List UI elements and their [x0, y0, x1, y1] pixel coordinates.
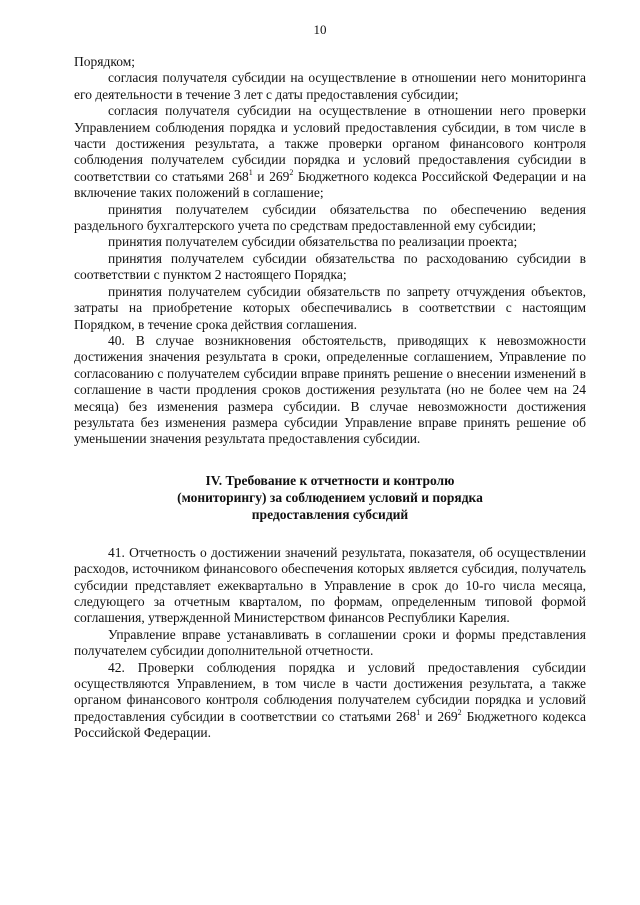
document-body — [74, 54, 586, 742]
section-heading-line-2: (мониторингу) за соблюдением условий и порядка — [177, 489, 483, 505]
paragraph — [74, 333, 586, 448]
paragraph — [74, 251, 586, 284]
superscript: 2 — [289, 167, 294, 177]
paragraph — [74, 54, 586, 70]
paragraph — [74, 202, 586, 235]
superscript: 2 — [457, 707, 462, 717]
page-number: 10 — [313, 22, 327, 37]
paragraph — [74, 545, 586, 627]
paragraph — [74, 234, 586, 250]
section-heading — [74, 472, 586, 523]
paragraph — [74, 103, 586, 201]
paragraph — [74, 660, 586, 742]
superscript: 1 — [248, 167, 253, 177]
paragraph-group-top — [74, 54, 586, 448]
paragraph-text: Бюджетного кодекса Российской Федерации и на включение таких положений в соглашение; — [74, 168, 586, 201]
paragraph-text: Управление вправе устанавливать в соглашении сроки и формы представления получателем субсидии дополнительной отчетности. — [74, 626, 586, 659]
section-heading-line-3: предоставления субсидий — [251, 506, 409, 522]
paragraph-text: согласия получателя субсидии на осуществление в отношении него мониторинга его деятельности в течение 3 лет с даты предоставления субсидии; — [74, 70, 586, 102]
paragraph-text: принятия получателем субсидии обязательства по расходованию субсидии в соответствии с пунктом 2 настоящего Порядка; — [74, 250, 586, 283]
paragraph-text: Порядком; — [74, 54, 135, 69]
paragraph-text: и 269 — [252, 168, 290, 184]
paragraph-text: принятия получателем субсидии обязательства по реализации проекта; — [108, 234, 518, 250]
section-heading-line-1: IV. Требование к отчетности и контролю — [205, 472, 455, 488]
paragraph-text: согласия получателя субсидии на осуществление в отношении него проверки Управлением соблюдения порядка и условий предоставления субсидии, в том числе в части достижения результата, а также проверки органом финансового контроля соблюдения получателем субсидии порядка и условий предоставления субсидии в соответствии со статьями 268 — [74, 103, 586, 184]
superscript: 1 — [416, 707, 421, 717]
paragraph — [74, 627, 586, 660]
paragraph-text: принятия получателем субсидии обязательства по обеспечению ведения раздельного бухгалтерского учета по средствам предоставленной ему субсидии; — [74, 201, 586, 234]
paragraph-text: принятия получателем субсидии обязательств по запрету отчуждения объектов, затраты на приобретение которых обеспечивались в соответствии с настоящим Порядком, в течение срока действия соглашения. — [74, 283, 586, 332]
paragraph — [74, 70, 586, 103]
paragraph-text: 42. Проверки соблюдения порядка и условий предоставления субсидии осуществляются Управлением, в том числе в части достижения результата, а также органом финансового контроля соблюдения получателем субсидии порядка и условий предоставления субсидии в соответствии со статьями 268 — [74, 659, 586, 724]
paragraph-text: 41. Отчетность о достижении значений результата, показателя, об осуществлении расходов, источником финансового обеспечения которых является субсидия, получатель субсидии представляет ежеквартально в Управление в срок до 10-го числа месяца, следующего за отчетным кварталом, по формам, определенным типовой формой соглашения, утвержденной Министерством финансов Республики Карелия. — [74, 544, 586, 626]
paragraph-text: и 269 — [420, 708, 458, 724]
paragraph-group-bottom — [74, 545, 586, 742]
paragraph — [74, 284, 586, 333]
paragraph-text: Бюджетного кодекса Российской Федерации. — [74, 708, 586, 741]
paragraph-text: 40. В случае возникновения обстоятельств, приводящих к невозможности достижения значения результата в сроки, определенные соглашением, Управление по согласованию с получателем субсидии вправе принять решение о внесении изменений в соглашение в части продления сроков достижения результата (но не более чем на 24 месяца) без изменения размера субсидии. В случае невозможности достижения результата без изменения размера субсидии Управление вправе принять решение об уменьшении значения результата предоставления субсидии. — [74, 332, 586, 447]
